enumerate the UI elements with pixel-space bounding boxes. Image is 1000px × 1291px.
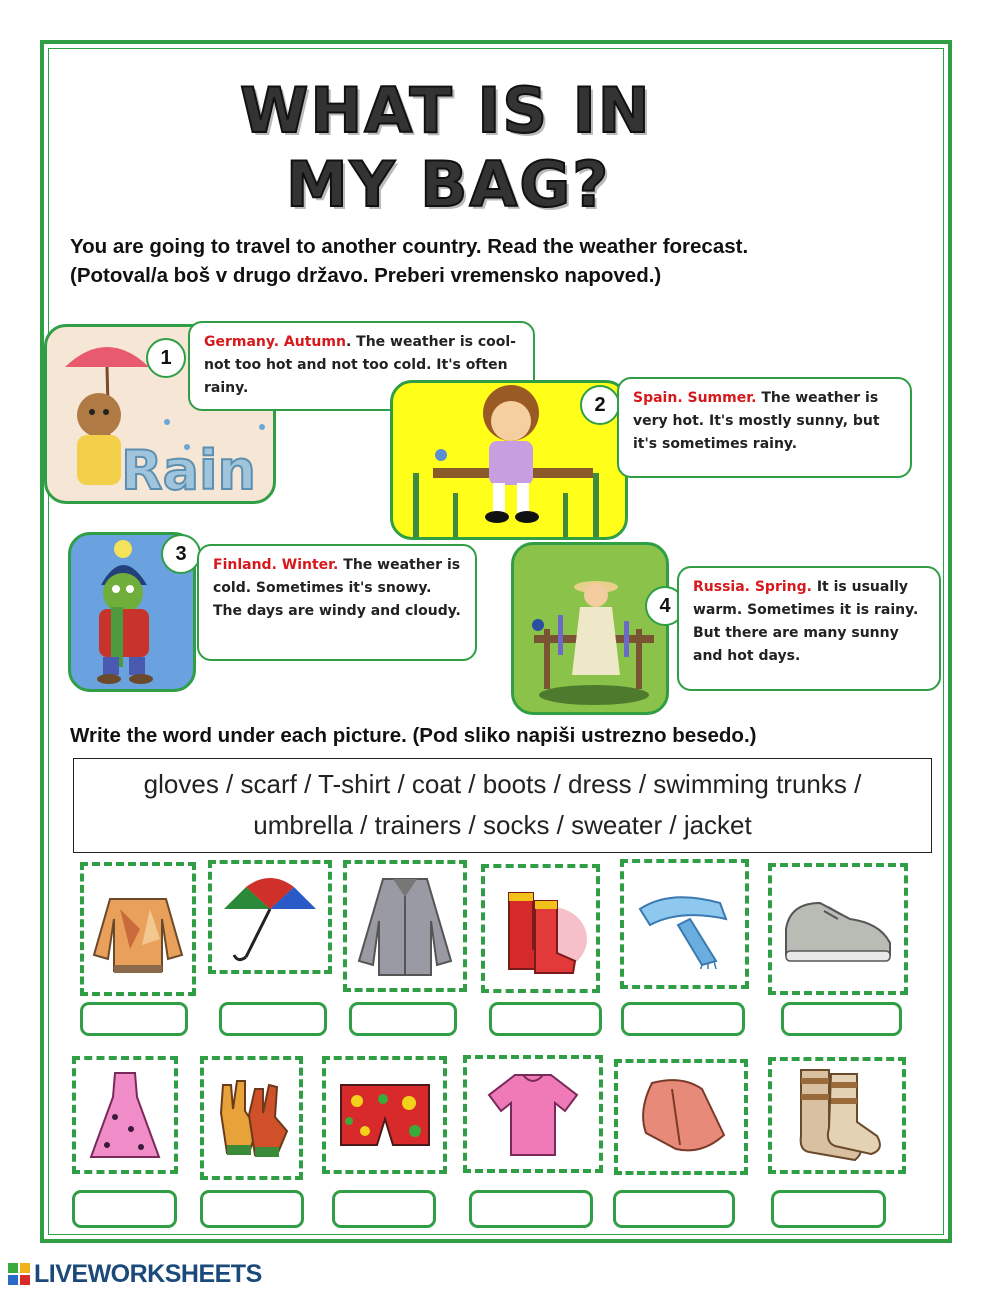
answer-field[interactable] <box>349 1002 457 1036</box>
worksheet-title-line2: MY BAG? <box>286 148 611 221</box>
forecast-text: . The weather is cool-not too hot and not too cold. It's often rainy. <box>204 334 516 396</box>
umbrella-picture <box>208 860 332 974</box>
answer-field[interactable] <box>781 1002 902 1036</box>
answer-field[interactable] <box>80 1002 188 1036</box>
forecast-card-finland <box>197 544 477 661</box>
word-bank <box>73 758 932 853</box>
t-shirt-picture <box>463 1055 603 1173</box>
forecast-number-2: 2 <box>580 385 620 425</box>
task-instruction: Write the word under each picture. (Pod sliko napiši ustrezno besedo.) <box>70 724 757 747</box>
forecast-text: The weather is cold. Sometimes it's snowy. The days are windy and cloudy. <box>213 557 461 619</box>
forecast-place: Russia. Spring. <box>693 579 812 595</box>
socks-picture <box>768 1057 906 1174</box>
intro-text <box>70 232 930 290</box>
liveworksheets-logo-icon <box>8 1263 30 1285</box>
jacket-picture <box>343 860 467 992</box>
answer-field[interactable] <box>219 1002 327 1036</box>
forecast-number-4: 4 <box>645 586 685 626</box>
answer-field[interactable] <box>489 1002 602 1036</box>
forecast-card-spain <box>617 377 912 478</box>
spring-girl-picture <box>511 542 669 715</box>
swimming-trunks-picture <box>322 1056 447 1174</box>
intro-line-en: You are going to travel to another country. Read the weather forecast. <box>70 235 749 258</box>
answer-field[interactable] <box>771 1190 886 1228</box>
forecast-number-3: 3 <box>161 534 201 574</box>
liveworksheets-brand <box>8 1260 262 1288</box>
word-bank-line1: gloves / scarf / T-shirt / coat / boots / dress / swimming trunks / <box>143 769 862 799</box>
gloves-picture <box>200 1056 303 1180</box>
svg-text:Rain: Rain <box>121 439 256 502</box>
worksheet-title-line1: WHAT IS IN <box>240 74 652 147</box>
sweater-picture <box>80 862 196 996</box>
boots-picture <box>481 864 600 993</box>
forecast-place: Spain. Summer. <box>633 390 757 406</box>
forecast-place: Germany. Autumn <box>204 334 346 350</box>
answer-field[interactable] <box>72 1190 177 1228</box>
forecast-card-russia <box>677 566 941 691</box>
dress-picture <box>72 1056 178 1174</box>
forecast-text: The weather is very hot. It's mostly sunny, but it's sometimes rainy. <box>633 390 880 452</box>
forecast-text: It is usually warm. Sometimes it is rainy. But there are many sunny and hot days. <box>693 579 919 664</box>
brand-name: LIVEWORKSHEETS <box>34 1259 262 1288</box>
answer-field[interactable] <box>200 1190 304 1228</box>
intro-line-sl: (Potoval/a boš v drugo državo. Preberi vremensko napoved.) <box>70 264 662 287</box>
forecast-place: Finland. Winter. <box>213 557 339 573</box>
answer-field[interactable] <box>613 1190 735 1228</box>
trainers-picture <box>768 863 908 995</box>
forecast-number-1: 1 <box>146 338 186 378</box>
answer-field[interactable] <box>469 1190 593 1228</box>
scarf-picture <box>620 859 749 989</box>
coat-picture <box>614 1059 748 1175</box>
word-bank-line2: umbrella / trainers / socks / sweater / jacket <box>253 810 752 840</box>
answer-field[interactable] <box>621 1002 745 1036</box>
answer-field[interactable] <box>332 1190 436 1228</box>
